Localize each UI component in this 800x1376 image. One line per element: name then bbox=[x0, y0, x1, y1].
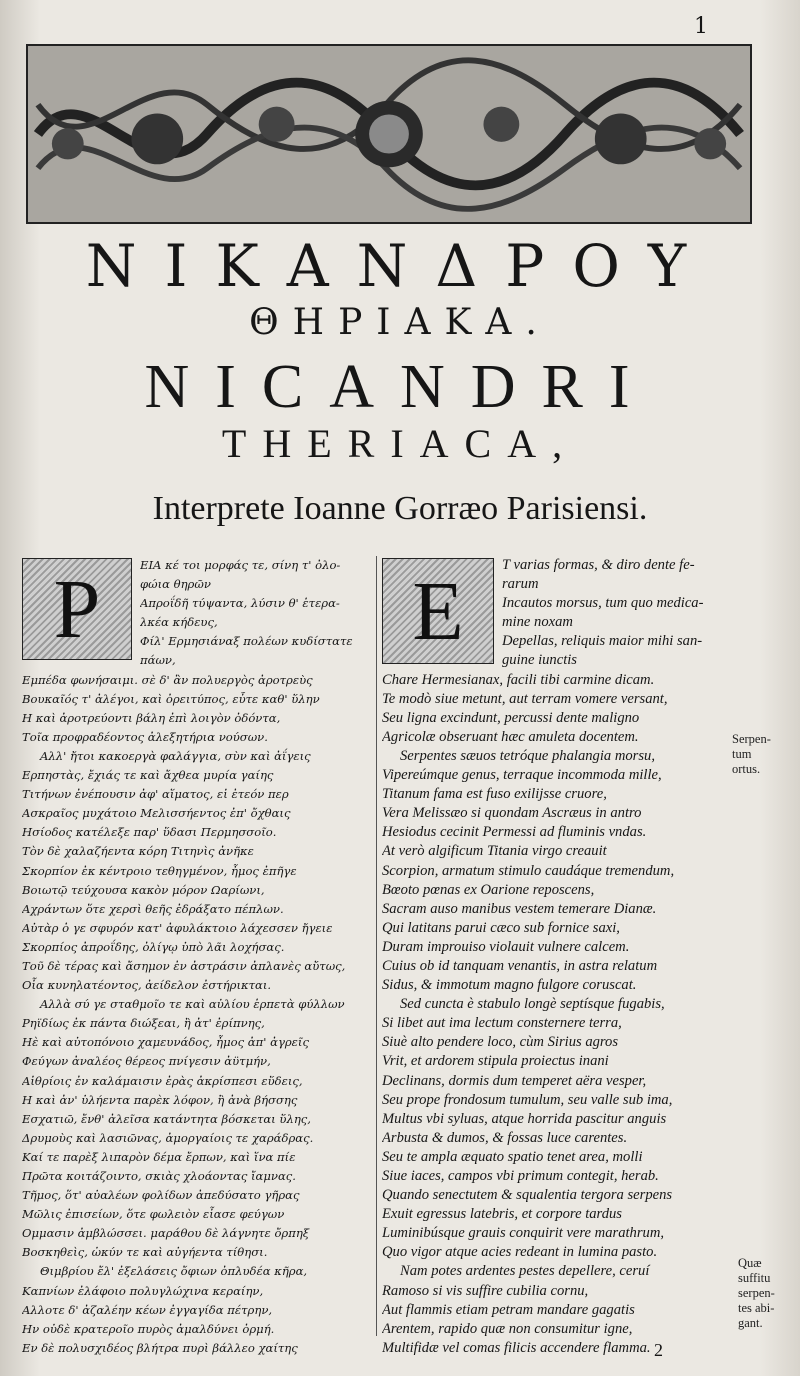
latin-dropcap: E bbox=[382, 558, 494, 664]
greek-title: ΝΙΚΑΝΔΡΟΥ bbox=[85, 232, 715, 300]
greek-line: Τοῖα προφραδέοντος ἀλεξητήρια νούσων. bbox=[22, 729, 268, 744]
greek-line: Τιτήνων ἐνέπουσιν ἀφ' αἵματος, εἰ ἐτεόν περ bbox=[22, 787, 289, 802]
latin-line: Vipereúmque genus, terraque incommoda mille, bbox=[382, 767, 662, 784]
latin-line: Luminibúsque grauis conquirit vere marathrum, bbox=[382, 1225, 665, 1242]
latin-line: Depellas, reliquis maior mihi san- bbox=[502, 633, 703, 650]
latin-line: Vera Melissæo si quondam Ascræus in antro bbox=[382, 805, 642, 822]
margin-note-serpentum bbox=[732, 732, 792, 777]
latin-line: Nam potes ardentes pestes depellere, ceruí bbox=[400, 1263, 650, 1280]
latin-line: Titanum fama est fuso exilijsse cruore, bbox=[382, 786, 607, 803]
greek-line: Εσχατιῶ, ἔνθ' ἀλεῖσα κατάντητα βόσκεται ὕλης, bbox=[22, 1111, 311, 1126]
latin-title: NICANDRI bbox=[144, 353, 656, 421]
latin-line: Siuè alto pendere loco, cùm Sirius agros bbox=[382, 1034, 619, 1051]
greek-line: Απροΐδῆ τύψαντα, λύσιν θ' ἑτερα- bbox=[140, 596, 340, 611]
latin-line: Duram improuiso violauit vulnere calcem. bbox=[382, 938, 630, 955]
latin-line: rarum bbox=[502, 576, 539, 593]
margin-note-line: tum bbox=[732, 747, 752, 761]
latin-line: Aut flammis etiam petram mandare gagatis bbox=[382, 1301, 635, 1318]
latin-line: Seu prope frondosum tumulum, seu valle sub ima, bbox=[382, 1091, 673, 1108]
greek-line: Αλλ' ἤτοι κακοεργὰ φαλάγγια, σὺν καὶ ἀΐγεις bbox=[40, 748, 311, 763]
greek-line: Αλλοτε δ' ἀζαλέην κέων ἐγγαγίδα πέτρην, bbox=[22, 1302, 273, 1317]
greek-line: Αχράντων ὅτε χερσὶ θεῆς ἐδράξατο πέπλων. bbox=[22, 901, 284, 916]
margin-note-line: Serpen- bbox=[732, 732, 771, 746]
greek-line: Αὐτὰρ ὁ γε σφυρόν κατ' ἀφυλάκτοιο λάχεσσεν ἤγειε bbox=[22, 920, 333, 935]
greek-line: Φεύγων ἀναλέος θέρεος πνίγεσιν ἀϋτμήν, bbox=[22, 1054, 271, 1069]
latin-line: Multifidæ vel comas filicis accendere flamma. bbox=[382, 1339, 651, 1356]
greek-line: Η καὶ ἀροτρεύοντι βάλη ἐπὶ λοιγὸν ὀδόντα, bbox=[22, 710, 281, 725]
greek-line: Τὸν δὲ χαλαζήεντα κόρη Τιτηνὶς ἀνῆκε bbox=[22, 844, 254, 859]
greek-line: πάων, bbox=[140, 653, 176, 668]
latin-text-column bbox=[382, 556, 722, 1358]
greek-line: Θιμβρίου ἔλ' ἐξελάσεις ὄφιων ὀπλυδέα κῆρα, bbox=[40, 1264, 308, 1279]
margin-note-line: serpen- bbox=[738, 1286, 775, 1300]
latin-line: Cuius ob id tanquam venantis, in astra relatum bbox=[382, 957, 658, 974]
greek-line: Μῶλις ἐπισείων, ὅτε φωλειὸν εἶασε φεύγων bbox=[22, 1207, 285, 1222]
greek-line: Φίλ' Ερμησιάναξ πολέων κυδίστατε bbox=[140, 634, 353, 649]
latin-line: Quo vigor atque acies redeant in lumina pasto. bbox=[382, 1244, 658, 1261]
greek-dropcap: P bbox=[22, 558, 132, 660]
greek-line: Τοῦ δὲ τέρας καὶ ἄσημον ἐν ἀστράσιν ἀπλανὲς αὔτως, bbox=[22, 958, 346, 973]
greek-line: Πρῶτα κοιτάζοιντο, σκιὰς χλοάοντας ἴαμνας. bbox=[22, 1169, 296, 1183]
greek-text-column bbox=[22, 556, 368, 1358]
latin-line: Serpentes sæuos tetróque phalangia morsu, bbox=[400, 747, 655, 764]
latin-line: Qui latitans parui cæco sub fornice saxi, bbox=[382, 919, 620, 936]
signature-mark: 2 bbox=[654, 1340, 663, 1360]
latin-line: Declinans, dormis dum temperet aëra vesper, bbox=[382, 1072, 647, 1089]
latin-line: Arentem, rapido quæ non consumitur igne, bbox=[382, 1320, 633, 1337]
latin-line: Agricolæ obseruant hæc amuleta docentem. bbox=[382, 728, 639, 745]
latin-line: Scorpion, armatum stimulo caudáque tremendum, bbox=[382, 862, 675, 879]
greek-line: Καπνίων ἐλάφοιο πολυγλώχινα κεραίην, bbox=[22, 1283, 264, 1298]
margin-note-line: ortus. bbox=[732, 762, 761, 776]
greek-line: Αλλὰ σύ γε σταθμοῖο τε καὶ αὐλίου ἑρπετὰ φύλλων bbox=[40, 997, 345, 1012]
latin-line: Quando senectutem & squalentia tergora serpens bbox=[382, 1187, 673, 1204]
greek-line: Ομμασιν ἀμβλώσσει. μαράθου δὲ λάγνητε ὄρπηξ bbox=[22, 1226, 310, 1241]
greek-line: Ερπηστὰς, ἔχιάς τε καὶ ἄχθεα μυρία γαίης bbox=[22, 768, 274, 783]
latin-line: Incautos morsus, tum quo medica- bbox=[502, 595, 704, 612]
greek-line: Βοιωτῷ τεύχουσα κακὸν μόρον Ωαρίωνι, bbox=[22, 882, 265, 897]
latin-line: At verò algificum Titania virgo creauit bbox=[382, 843, 607, 860]
margin-note-suffitu bbox=[738, 1256, 794, 1331]
latin-line: Te modò siue metunt, aut terram vomere versant, bbox=[382, 690, 668, 707]
latin-line: Sacram auso manibus vestem temerare Dianæ. bbox=[382, 900, 657, 917]
latin-line: Sidus, & immotum magno fulgore coruscat. bbox=[382, 977, 637, 994]
greek-line: Ασκραῖος μυχάτοιο Μελισσήεντος ἐπ' ὄχθαις bbox=[22, 806, 291, 821]
latin-line: Arbusta & dumos, & fossas luce carentes. bbox=[382, 1129, 628, 1146]
latin-line: Chare Hermesianax, facili tibi carmine dicam. bbox=[382, 671, 655, 688]
greek-line: Αἰθρίοις ἐν καλάμαισιν ἐρὰς ἀκρίσπεσι εὕδεις, bbox=[22, 1073, 303, 1088]
latin-line: Vrit, et ardorem stipula proiectus inani bbox=[382, 1053, 609, 1070]
greek-line: Ησίοδος κατέλεξε παρ' ὕδασι Περμησσοῖο. bbox=[22, 825, 277, 840]
greek-line: Εμπέδα φωνήσαιμι. σὲ δ' ἂν πολυεργὸς ἀροτρεὺς bbox=[22, 672, 313, 687]
greek-line: Σκορπίος ἀπροΐδης, ὀλίγῳ ὑπὸ λᾶι λοχήσας. bbox=[22, 939, 285, 954]
greek-line: Σκορπίον ἐκ κέντροιο τεθηγμένον, ἦμος ἐπῆγε bbox=[22, 863, 297, 878]
greek-line: Τῆμος, ὅτ' αὐαλέων φολίδων ἀπεδύσατο γῆρας bbox=[22, 1188, 300, 1203]
greek-line: λκέα κήδευς, bbox=[140, 615, 218, 630]
decorative-headpiece bbox=[26, 44, 752, 224]
greek-subtitle: ΘΗΡΙΑΚΑ. bbox=[249, 302, 551, 343]
latin-line: Siue iaces, campos vbi primum contegit, herab. bbox=[382, 1168, 659, 1184]
margin-note-line: gant. bbox=[738, 1316, 763, 1330]
greek-line: Εν δὲ πολυσχιδέος βλήτρα πυρὶ βάλλεο χαίτης bbox=[22, 1340, 298, 1355]
interpreter-line: Interprete Ioanne Gorræo Parisiensi. bbox=[152, 490, 648, 527]
latin-line: Seu ligna excindunt, percussi dente maligno bbox=[382, 709, 640, 726]
greek-line: Καί τε παρὲξ λιπαρὸν δέμα ἔρπων, καὶ ἵνα πίε bbox=[22, 1149, 296, 1164]
greek-line: Ηὲ καὶ αὐτοπόνοιο χαμευνάδος, ἦμος ἀπ' ἀγρεῖς bbox=[22, 1035, 309, 1050]
latin-line: T varias formas, & diro dente fe- bbox=[502, 557, 695, 573]
latin-line: Hesiodus cecinit Permessi ad fluminis vndas. bbox=[382, 824, 647, 841]
greek-line: Οἷα κυνηλατέοντος, ἀείδελον ἐστήρικται. bbox=[22, 978, 272, 993]
greek-line: Ρηϊδίως ἐκ πάντα διώξεαι, ἢ ἀτ' ἐρίπνης, bbox=[22, 1016, 265, 1031]
greek-line: Δρυμοὺς καὶ λασιῶνας, ἀμοργαίοις τε χαράδρας. bbox=[22, 1130, 314, 1145]
margin-note-line: suffitu bbox=[738, 1271, 771, 1285]
margin-note-line: tes abi- bbox=[738, 1301, 775, 1315]
greek-line: Η καὶ ἀν' ὑλήεντα παρὲκ λόφον, ἢ ἀνὰ βήσσης bbox=[22, 1092, 298, 1107]
greek-line: Βουκαῖός τ' ἀλέγοι, καὶ ὀρειτύπος, εὖτε καθ' ὕλην bbox=[22, 691, 320, 706]
greek-line: ΕΙΑ κέ τοι μορφάς τε, σίνη τ' ὀλο- bbox=[140, 558, 341, 572]
latin-line: Exuit egressus latebris, et corpore tardus bbox=[382, 1206, 622, 1223]
latin-line: Si libet aut ima lectum consternere terra, bbox=[382, 1015, 622, 1032]
latin-line: Ramoso si vis suffire cubilia cornu, bbox=[382, 1282, 589, 1299]
latin-subtitle: THERIACA, bbox=[221, 421, 579, 466]
headpiece-ornament-icon bbox=[28, 46, 750, 222]
latin-line: Sed cuncta è stabulo longè septísque fugabis, bbox=[400, 996, 665, 1013]
greek-line: φώια θηρῶν bbox=[140, 577, 211, 592]
greek-line: Ην οὐδὲ κρατεροῖο πυρὸς ἀμαλδύνει ὁρμή. bbox=[22, 1321, 275, 1336]
latin-line: guine iunctis bbox=[502, 652, 577, 669]
latin-line: mine noxam bbox=[502, 614, 573, 631]
column-divider bbox=[376, 556, 377, 1336]
latin-line: Seu te ampla æquato spatio tenet area, molli bbox=[382, 1148, 643, 1165]
latin-line: Multus vbi syluas, atque horrida pascitur anguis bbox=[382, 1110, 667, 1127]
folio-number: 1 bbox=[694, 14, 708, 39]
greek-line: Βοσκηθεὶς, ὠκύν τε καὶ αὐγήεντα τίθησι. bbox=[22, 1245, 268, 1260]
margin-note-line: Quæ bbox=[738, 1256, 762, 1270]
latin-line: Bœoto pœnas ex Oarione reposcens, bbox=[382, 881, 595, 898]
